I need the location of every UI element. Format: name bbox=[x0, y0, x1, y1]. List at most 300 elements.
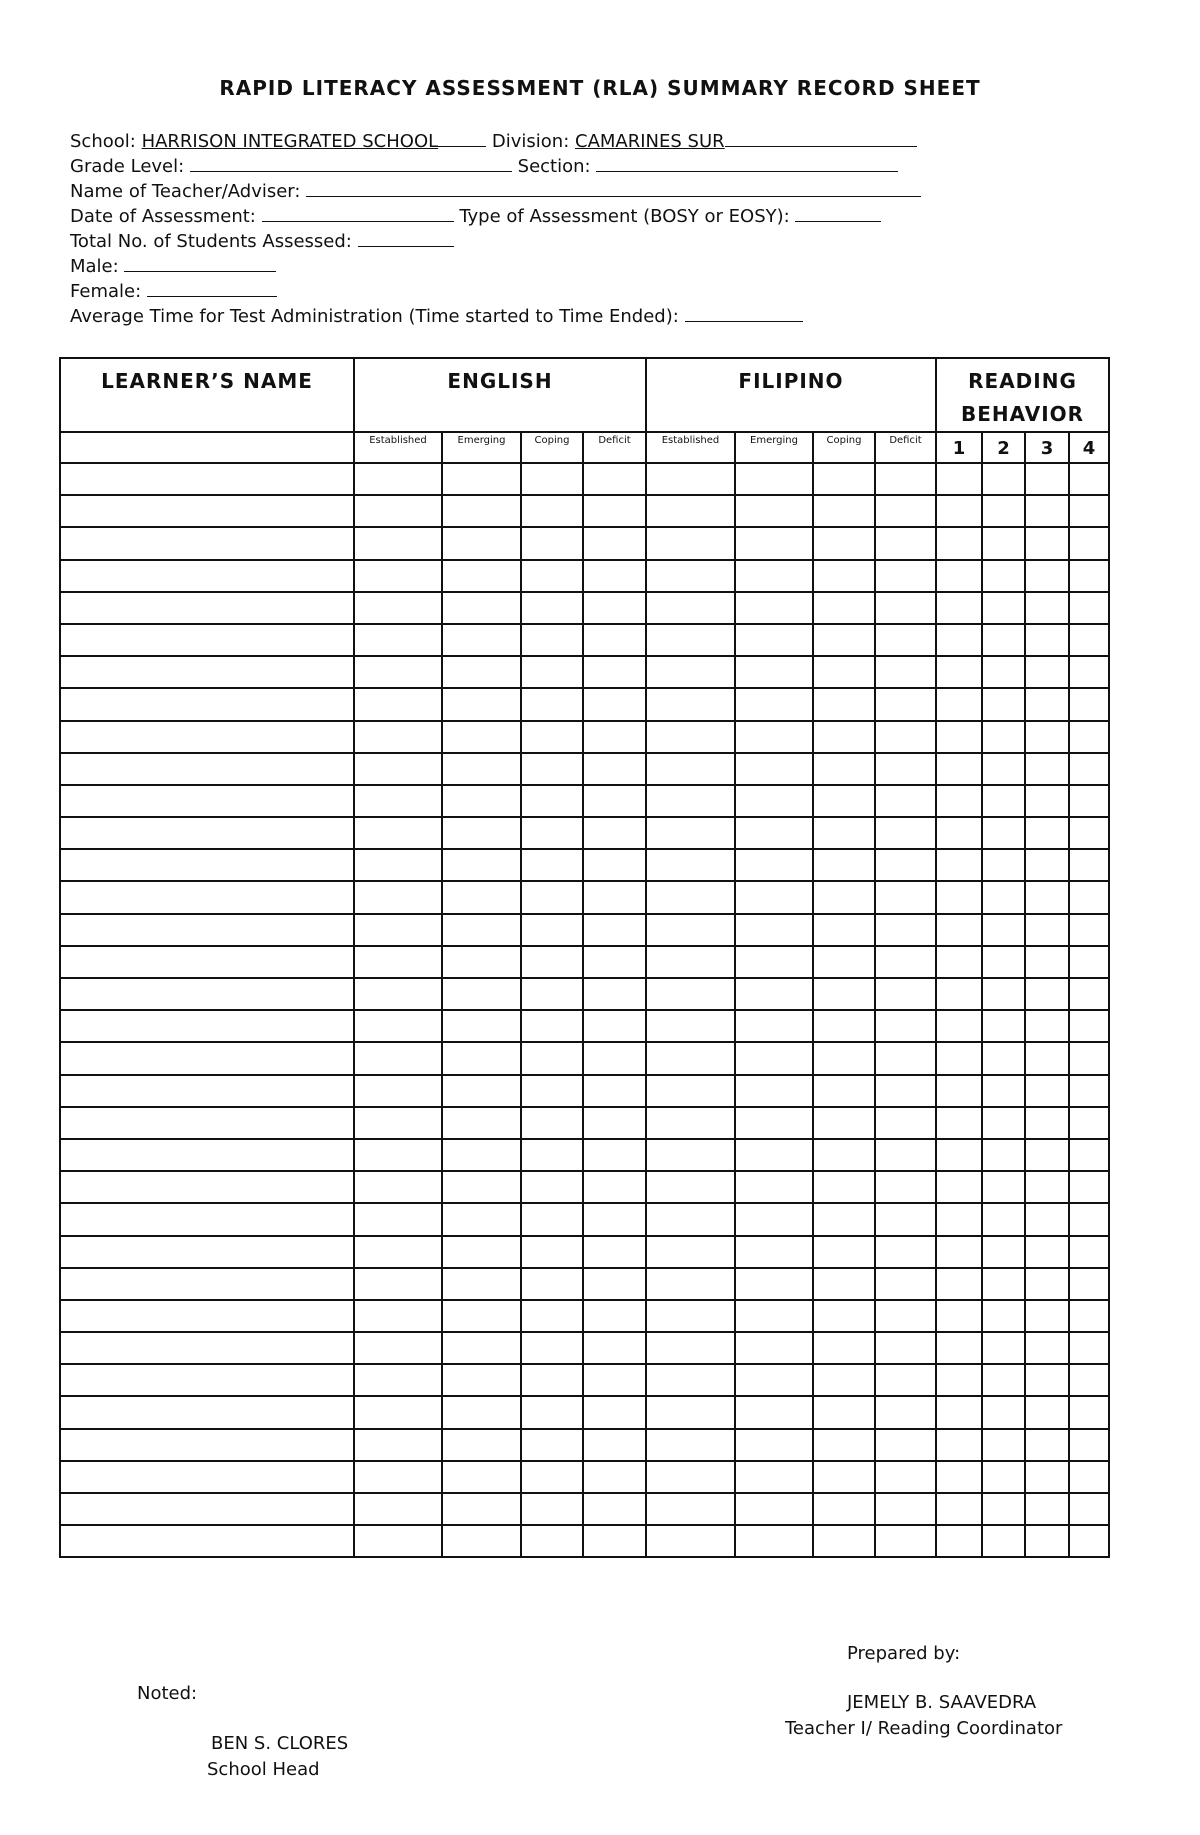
learner-name-cell[interactable] bbox=[60, 817, 354, 849]
record-cell[interactable] bbox=[735, 817, 813, 849]
record-cell[interactable] bbox=[583, 1139, 646, 1171]
record-cell[interactable] bbox=[354, 1461, 442, 1493]
record-cell[interactable] bbox=[354, 1493, 442, 1525]
record-cell[interactable] bbox=[1025, 1236, 1069, 1268]
record-cell[interactable] bbox=[1025, 946, 1069, 978]
total-field[interactable] bbox=[358, 228, 454, 247]
learner-name-cell[interactable] bbox=[60, 1332, 354, 1364]
record-cell[interactable] bbox=[875, 849, 936, 881]
record-cell[interactable] bbox=[1069, 946, 1109, 978]
record-cell[interactable] bbox=[936, 753, 982, 785]
record-cell[interactable] bbox=[1025, 688, 1069, 720]
record-cell[interactable] bbox=[646, 688, 735, 720]
record-cell[interactable] bbox=[1069, 592, 1109, 624]
record-cell[interactable] bbox=[646, 1429, 735, 1461]
record-cell[interactable] bbox=[1025, 1396, 1069, 1428]
record-cell[interactable] bbox=[354, 849, 442, 881]
record-cell[interactable] bbox=[936, 1525, 982, 1557]
record-cell[interactable] bbox=[354, 753, 442, 785]
record-cell[interactable] bbox=[646, 914, 735, 946]
record-cell[interactable] bbox=[646, 1203, 735, 1235]
record-cell[interactable] bbox=[875, 1461, 936, 1493]
record-cell[interactable] bbox=[442, 785, 521, 817]
record-cell[interactable] bbox=[646, 978, 735, 1010]
record-cell[interactable] bbox=[936, 656, 982, 688]
record-cell[interactable] bbox=[875, 624, 936, 656]
record-cell[interactable] bbox=[936, 1396, 982, 1428]
record-cell[interactable] bbox=[982, 1493, 1025, 1525]
record-cell[interactable] bbox=[813, 688, 875, 720]
record-cell[interactable] bbox=[735, 721, 813, 753]
record-cell[interactable] bbox=[583, 978, 646, 1010]
record-cell[interactable] bbox=[1025, 656, 1069, 688]
record-cell[interactable] bbox=[1069, 560, 1109, 592]
record-cell[interactable] bbox=[521, 495, 583, 527]
record-cell[interactable] bbox=[982, 560, 1025, 592]
learner-name-cell[interactable] bbox=[60, 1493, 354, 1525]
record-cell[interactable] bbox=[813, 560, 875, 592]
learner-name-cell[interactable] bbox=[60, 495, 354, 527]
record-cell[interactable] bbox=[646, 463, 735, 495]
record-cell[interactable] bbox=[1069, 656, 1109, 688]
record-cell[interactable] bbox=[982, 1525, 1025, 1557]
record-cell[interactable] bbox=[875, 721, 936, 753]
record-cell[interactable] bbox=[521, 914, 583, 946]
record-cell[interactable] bbox=[354, 914, 442, 946]
record-cell[interactable] bbox=[936, 1461, 982, 1493]
record-cell[interactable] bbox=[442, 560, 521, 592]
record-cell[interactable] bbox=[583, 463, 646, 495]
record-cell[interactable] bbox=[875, 527, 936, 559]
record-cell[interactable] bbox=[813, 1171, 875, 1203]
record-cell[interactable] bbox=[1025, 881, 1069, 913]
record-cell[interactable] bbox=[521, 1396, 583, 1428]
record-cell[interactable] bbox=[936, 881, 982, 913]
record-cell[interactable] bbox=[1069, 721, 1109, 753]
record-cell[interactable] bbox=[646, 1300, 735, 1332]
record-cell[interactable] bbox=[354, 1300, 442, 1332]
record-cell[interactable] bbox=[813, 1139, 875, 1171]
record-cell[interactable] bbox=[521, 1236, 583, 1268]
record-cell[interactable] bbox=[646, 946, 735, 978]
record-cell[interactable] bbox=[1025, 1042, 1069, 1074]
record-cell[interactable] bbox=[646, 1396, 735, 1428]
record-cell[interactable] bbox=[583, 1075, 646, 1107]
record-cell[interactable] bbox=[583, 1010, 646, 1042]
record-cell[interactable] bbox=[354, 495, 442, 527]
record-cell[interactable] bbox=[1025, 1461, 1069, 1493]
record-cell[interactable] bbox=[1069, 1107, 1109, 1139]
record-cell[interactable] bbox=[875, 1075, 936, 1107]
record-cell[interactable] bbox=[521, 656, 583, 688]
record-cell[interactable] bbox=[735, 1010, 813, 1042]
record-cell[interactable] bbox=[521, 946, 583, 978]
record-cell[interactable] bbox=[1025, 1300, 1069, 1332]
record-cell[interactable] bbox=[442, 1236, 521, 1268]
record-cell[interactable] bbox=[1025, 463, 1069, 495]
record-cell[interactable] bbox=[875, 463, 936, 495]
record-cell[interactable] bbox=[735, 1236, 813, 1268]
record-cell[interactable] bbox=[646, 1364, 735, 1396]
record-cell[interactable] bbox=[982, 1107, 1025, 1139]
record-cell[interactable] bbox=[936, 946, 982, 978]
record-cell[interactable] bbox=[1069, 914, 1109, 946]
record-cell[interactable] bbox=[583, 753, 646, 785]
record-cell[interactable] bbox=[936, 817, 982, 849]
record-cell[interactable] bbox=[1069, 495, 1109, 527]
record-cell[interactable] bbox=[646, 1075, 735, 1107]
record-cell[interactable] bbox=[1025, 1203, 1069, 1235]
record-cell[interactable] bbox=[442, 817, 521, 849]
record-cell[interactable] bbox=[936, 1364, 982, 1396]
record-cell[interactable] bbox=[735, 978, 813, 1010]
record-cell[interactable] bbox=[982, 1236, 1025, 1268]
learner-name-cell[interactable] bbox=[60, 624, 354, 656]
record-cell[interactable] bbox=[875, 753, 936, 785]
record-cell[interactable] bbox=[1069, 1525, 1109, 1557]
record-cell[interactable] bbox=[442, 881, 521, 913]
record-cell[interactable] bbox=[442, 1010, 521, 1042]
record-cell[interactable] bbox=[1025, 527, 1069, 559]
record-cell[interactable] bbox=[735, 1268, 813, 1300]
record-cell[interactable] bbox=[936, 624, 982, 656]
record-cell[interactable] bbox=[813, 1268, 875, 1300]
record-cell[interactable] bbox=[813, 1236, 875, 1268]
record-cell[interactable] bbox=[735, 1364, 813, 1396]
record-cell[interactable] bbox=[521, 753, 583, 785]
record-cell[interactable] bbox=[583, 527, 646, 559]
record-cell[interactable] bbox=[735, 1075, 813, 1107]
record-cell[interactable] bbox=[1069, 1042, 1109, 1074]
learner-name-cell[interactable] bbox=[60, 656, 354, 688]
record-cell[interactable] bbox=[875, 1429, 936, 1461]
record-cell[interactable] bbox=[354, 721, 442, 753]
record-cell[interactable] bbox=[1025, 1075, 1069, 1107]
record-cell[interactable] bbox=[1025, 1171, 1069, 1203]
record-cell[interactable] bbox=[583, 914, 646, 946]
record-cell[interactable] bbox=[875, 495, 936, 527]
record-cell[interactable] bbox=[521, 1493, 583, 1525]
record-cell[interactable] bbox=[735, 1171, 813, 1203]
record-cell[interactable] bbox=[1069, 1171, 1109, 1203]
record-cell[interactable] bbox=[982, 914, 1025, 946]
record-cell[interactable] bbox=[583, 721, 646, 753]
record-cell[interactable] bbox=[1069, 463, 1109, 495]
record-cell[interactable] bbox=[735, 1429, 813, 1461]
record-cell[interactable] bbox=[936, 1300, 982, 1332]
learner-name-cell[interactable] bbox=[60, 1364, 354, 1396]
record-cell[interactable] bbox=[813, 849, 875, 881]
record-cell[interactable] bbox=[875, 1396, 936, 1428]
record-cell[interactable] bbox=[442, 849, 521, 881]
record-cell[interactable] bbox=[646, 1139, 735, 1171]
record-cell[interactable] bbox=[583, 1525, 646, 1557]
record-cell[interactable] bbox=[354, 527, 442, 559]
record-cell[interactable] bbox=[646, 1332, 735, 1364]
record-cell[interactable] bbox=[735, 1332, 813, 1364]
record-cell[interactable] bbox=[521, 1332, 583, 1364]
record-cell[interactable] bbox=[354, 1525, 442, 1557]
record-cell[interactable] bbox=[875, 1525, 936, 1557]
record-cell[interactable] bbox=[875, 881, 936, 913]
record-cell[interactable] bbox=[646, 624, 735, 656]
record-cell[interactable] bbox=[875, 1203, 936, 1235]
record-cell[interactable] bbox=[875, 978, 936, 1010]
record-cell[interactable] bbox=[936, 592, 982, 624]
record-cell[interactable] bbox=[1025, 817, 1069, 849]
record-cell[interactable] bbox=[735, 1493, 813, 1525]
record-cell[interactable] bbox=[1025, 592, 1069, 624]
record-cell[interactable] bbox=[646, 849, 735, 881]
learner-name-cell[interactable] bbox=[60, 1203, 354, 1235]
school-value[interactable]: HARRISON INTEGRATED SCHOOL bbox=[141, 131, 439, 152]
record-cell[interactable] bbox=[982, 1010, 1025, 1042]
record-cell[interactable] bbox=[1025, 1493, 1069, 1525]
record-cell[interactable] bbox=[1069, 1493, 1109, 1525]
record-cell[interactable] bbox=[521, 978, 583, 1010]
record-cell[interactable] bbox=[1069, 1300, 1109, 1332]
record-cell[interactable] bbox=[521, 785, 583, 817]
record-cell[interactable] bbox=[1069, 881, 1109, 913]
record-cell[interactable] bbox=[735, 1042, 813, 1074]
record-cell[interactable] bbox=[583, 688, 646, 720]
learner-name-cell[interactable] bbox=[60, 1010, 354, 1042]
record-cell[interactable] bbox=[1069, 1203, 1109, 1235]
record-cell[interactable] bbox=[646, 1107, 735, 1139]
record-cell[interactable] bbox=[521, 463, 583, 495]
record-cell[interactable] bbox=[982, 1139, 1025, 1171]
record-cell[interactable] bbox=[1069, 753, 1109, 785]
record-cell[interactable] bbox=[735, 527, 813, 559]
date-field[interactable] bbox=[262, 203, 454, 222]
avg-time-field[interactable] bbox=[685, 303, 803, 322]
record-cell[interactable] bbox=[646, 527, 735, 559]
record-cell[interactable] bbox=[813, 1525, 875, 1557]
record-cell[interactable] bbox=[936, 849, 982, 881]
record-cell[interactable] bbox=[442, 1268, 521, 1300]
record-cell[interactable] bbox=[442, 1396, 521, 1428]
learner-name-cell[interactable] bbox=[60, 1300, 354, 1332]
record-cell[interactable] bbox=[442, 914, 521, 946]
record-cell[interactable] bbox=[813, 1332, 875, 1364]
record-cell[interactable] bbox=[521, 1171, 583, 1203]
record-cell[interactable] bbox=[521, 527, 583, 559]
record-cell[interactable] bbox=[813, 946, 875, 978]
record-cell[interactable] bbox=[583, 1042, 646, 1074]
record-cell[interactable] bbox=[936, 978, 982, 1010]
record-cell[interactable] bbox=[982, 785, 1025, 817]
record-cell[interactable] bbox=[813, 1075, 875, 1107]
learner-name-cell[interactable] bbox=[60, 1042, 354, 1074]
record-cell[interactable] bbox=[521, 1010, 583, 1042]
section-field[interactable] bbox=[596, 153, 898, 172]
record-cell[interactable] bbox=[521, 688, 583, 720]
record-cell[interactable] bbox=[936, 463, 982, 495]
record-cell[interactable] bbox=[521, 1268, 583, 1300]
record-cell[interactable] bbox=[583, 1461, 646, 1493]
record-cell[interactable] bbox=[1025, 914, 1069, 946]
record-cell[interactable] bbox=[442, 1429, 521, 1461]
record-cell[interactable] bbox=[735, 785, 813, 817]
record-cell[interactable] bbox=[442, 1203, 521, 1235]
record-cell[interactable] bbox=[735, 592, 813, 624]
record-cell[interactable] bbox=[982, 1300, 1025, 1332]
record-cell[interactable] bbox=[875, 1364, 936, 1396]
record-cell[interactable] bbox=[521, 849, 583, 881]
record-cell[interactable] bbox=[583, 1268, 646, 1300]
record-cell[interactable] bbox=[982, 946, 1025, 978]
record-cell[interactable] bbox=[982, 1332, 1025, 1364]
record-cell[interactable] bbox=[583, 560, 646, 592]
record-cell[interactable] bbox=[442, 656, 521, 688]
record-cell[interactable] bbox=[521, 1042, 583, 1074]
record-cell[interactable] bbox=[735, 495, 813, 527]
record-cell[interactable] bbox=[982, 688, 1025, 720]
record-cell[interactable] bbox=[813, 1042, 875, 1074]
record-cell[interactable] bbox=[646, 1010, 735, 1042]
record-cell[interactable] bbox=[982, 495, 1025, 527]
record-cell[interactable] bbox=[982, 817, 1025, 849]
record-cell[interactable] bbox=[813, 881, 875, 913]
record-cell[interactable] bbox=[354, 1268, 442, 1300]
record-cell[interactable] bbox=[936, 1010, 982, 1042]
record-cell[interactable] bbox=[354, 463, 442, 495]
record-cell[interactable] bbox=[354, 1075, 442, 1107]
record-cell[interactable] bbox=[813, 1396, 875, 1428]
record-cell[interactable] bbox=[442, 1493, 521, 1525]
record-cell[interactable] bbox=[1069, 785, 1109, 817]
record-cell[interactable] bbox=[813, 656, 875, 688]
record-cell[interactable] bbox=[875, 560, 936, 592]
record-cell[interactable] bbox=[982, 1268, 1025, 1300]
record-cell[interactable] bbox=[442, 1461, 521, 1493]
learner-name-cell[interactable] bbox=[60, 1525, 354, 1557]
record-cell[interactable] bbox=[521, 560, 583, 592]
record-cell[interactable] bbox=[521, 1107, 583, 1139]
record-cell[interactable] bbox=[646, 656, 735, 688]
record-cell[interactable] bbox=[735, 1107, 813, 1139]
learner-name-cell[interactable] bbox=[60, 1396, 354, 1428]
record-cell[interactable] bbox=[521, 1461, 583, 1493]
record-cell[interactable] bbox=[354, 1332, 442, 1364]
record-cell[interactable] bbox=[1069, 1396, 1109, 1428]
record-cell[interactable] bbox=[354, 592, 442, 624]
record-cell[interactable] bbox=[1069, 1332, 1109, 1364]
record-cell[interactable] bbox=[442, 721, 521, 753]
record-cell[interactable] bbox=[583, 495, 646, 527]
record-cell[interactable] bbox=[813, 1107, 875, 1139]
record-cell[interactable] bbox=[1025, 560, 1069, 592]
learner-name-cell[interactable] bbox=[60, 978, 354, 1010]
learner-name-cell[interactable] bbox=[60, 785, 354, 817]
record-cell[interactable] bbox=[1069, 1461, 1109, 1493]
record-cell[interactable] bbox=[982, 1042, 1025, 1074]
learner-name-cell[interactable] bbox=[60, 463, 354, 495]
record-cell[interactable] bbox=[646, 1461, 735, 1493]
record-cell[interactable] bbox=[646, 1236, 735, 1268]
record-cell[interactable] bbox=[583, 1236, 646, 1268]
record-cell[interactable] bbox=[875, 1332, 936, 1364]
record-cell[interactable] bbox=[354, 785, 442, 817]
record-cell[interactable] bbox=[521, 1203, 583, 1235]
record-cell[interactable] bbox=[442, 495, 521, 527]
record-cell[interactable] bbox=[1025, 1010, 1069, 1042]
record-cell[interactable] bbox=[982, 527, 1025, 559]
record-cell[interactable] bbox=[875, 1107, 936, 1139]
record-cell[interactable] bbox=[646, 1525, 735, 1557]
learner-name-cell[interactable] bbox=[60, 560, 354, 592]
record-cell[interactable] bbox=[1025, 624, 1069, 656]
record-cell[interactable] bbox=[583, 1429, 646, 1461]
division-value[interactable]: CAMARINES SUR bbox=[575, 131, 725, 152]
record-cell[interactable] bbox=[646, 753, 735, 785]
record-cell[interactable] bbox=[442, 527, 521, 559]
record-cell[interactable] bbox=[354, 946, 442, 978]
record-cell[interactable] bbox=[1025, 1107, 1069, 1139]
record-cell[interactable] bbox=[875, 1300, 936, 1332]
record-cell[interactable] bbox=[936, 1042, 982, 1074]
record-cell[interactable] bbox=[875, 946, 936, 978]
record-cell[interactable] bbox=[936, 1332, 982, 1364]
record-cell[interactable] bbox=[982, 1203, 1025, 1235]
record-cell[interactable] bbox=[583, 881, 646, 913]
record-cell[interactable] bbox=[354, 1010, 442, 1042]
record-cell[interactable] bbox=[1025, 978, 1069, 1010]
record-cell[interactable] bbox=[442, 688, 521, 720]
record-cell[interactable] bbox=[875, 1171, 936, 1203]
record-cell[interactable] bbox=[813, 527, 875, 559]
learner-name-cell[interactable] bbox=[60, 1236, 354, 1268]
record-cell[interactable] bbox=[813, 495, 875, 527]
record-cell[interactable] bbox=[982, 1429, 1025, 1461]
record-cell[interactable] bbox=[521, 624, 583, 656]
record-cell[interactable] bbox=[813, 592, 875, 624]
record-cell[interactable] bbox=[521, 817, 583, 849]
record-cell[interactable] bbox=[813, 1010, 875, 1042]
learner-name-cell[interactable] bbox=[60, 1139, 354, 1171]
record-cell[interactable] bbox=[936, 1171, 982, 1203]
learner-name-cell[interactable] bbox=[60, 592, 354, 624]
record-cell[interactable] bbox=[583, 624, 646, 656]
record-cell[interactable] bbox=[1025, 753, 1069, 785]
record-cell[interactable] bbox=[646, 721, 735, 753]
record-cell[interactable] bbox=[735, 881, 813, 913]
record-cell[interactable] bbox=[735, 849, 813, 881]
record-cell[interactable] bbox=[521, 1075, 583, 1107]
record-cell[interactable] bbox=[982, 463, 1025, 495]
record-cell[interactable] bbox=[875, 1010, 936, 1042]
record-cell[interactable] bbox=[354, 624, 442, 656]
record-cell[interactable] bbox=[982, 1461, 1025, 1493]
record-cell[interactable] bbox=[1069, 1268, 1109, 1300]
record-cell[interactable] bbox=[875, 1236, 936, 1268]
record-cell[interactable] bbox=[875, 1042, 936, 1074]
record-cell[interactable] bbox=[1069, 688, 1109, 720]
record-cell[interactable] bbox=[646, 881, 735, 913]
record-cell[interactable] bbox=[735, 1300, 813, 1332]
record-cell[interactable] bbox=[442, 753, 521, 785]
record-cell[interactable] bbox=[875, 1493, 936, 1525]
record-cell[interactable] bbox=[982, 721, 1025, 753]
record-cell[interactable] bbox=[735, 688, 813, 720]
record-cell[interactable] bbox=[936, 721, 982, 753]
record-cell[interactable] bbox=[735, 1396, 813, 1428]
record-cell[interactable] bbox=[982, 656, 1025, 688]
record-cell[interactable] bbox=[442, 1300, 521, 1332]
record-cell[interactable] bbox=[1025, 721, 1069, 753]
record-cell[interactable] bbox=[982, 1396, 1025, 1428]
type-field[interactable] bbox=[795, 203, 881, 222]
